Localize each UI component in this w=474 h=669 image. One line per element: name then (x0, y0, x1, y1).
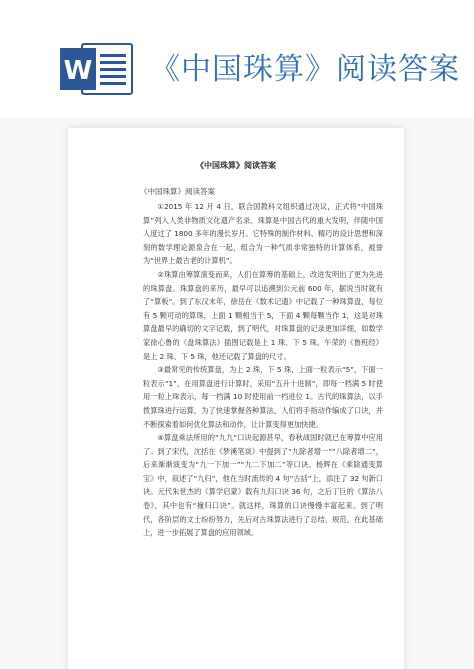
header-banner (0, 0, 474, 118)
document-title: 《中国珠算》阅读答案 (196, 161, 276, 170)
paragraph-4: ④算盘乘法所用的“九九”口诀起源甚早，春秋战国时就已在筹算中应用了。到了宋代，沈括在《梦溪笔谈》中提到了“九除者增一”“八除者增二”，后来渐渐演变为“九一下加一”“九二下加二”等口诀。杨辉在《乘除通变算宝》中，叙述了“九归”，他在当时流传的 4 句“古括”上，添注了 32 句新口诀。元代朱世杰的《算学启蒙》载有九归口诀 36 句，之后丁巨的《算法八卷》，其中也有“撞归口诀”。就这样，珠算的口诀慢慢丰富起来。到了明代，各阶层的文士纷纷努力，先后对古珠算法进行了总结、规范，在此基础上，进一步拓展了算盘的应用领域。 (143, 433, 383, 538)
page-title: 《中国珠算》阅读答案 (150, 52, 460, 87)
word-icon-letter: W (63, 56, 93, 86)
paragraph-1: ①2015 年 12 月 4 日，联合国教科文组织通过决议，正式将“中国珠算”列入人类非物质文化遗产名录。珠算是中国古代的重大发明，伴随中国人度过了 1800 多年的漫长岁月。它特殊的制作材料、精巧的设计思想和深刻的数学理论源泉合在一起，组合为一种气质非常独特的计算体系，被誉为“世界上最古老的计算机”。 (143, 202, 383, 266)
word-document-icon (60, 42, 134, 96)
document-page (68, 128, 404, 669)
paragraph-3: ③最常见的传统算盘，为上 2 珠，下 5 珠，上面一粒表示“5”，下面一粒表示“1”，在用算盘进行计算时，采用“五升十进制”，即每一档满 5 时使用一粒上珠表示，每一档满 10 时使用前一档进位 1。古代的珠算法，以手拨算珠进行运算，为了快速掌握各种算法，人们将手指动作编成了口诀，并不断探索着如何优化算法和动作，让计算变得更加快捷。 (143, 365, 383, 429)
paragraph-2: ②珠算由筹算演变而来，人们在算筹的基础上，改进发明出了更为先进的珠算盘。珠算盘的来历，最早可以追溯到公元前 600 年，据说当时就有了“算板”。到了东汉末年，徐岳在《数术记遗》中记载了一种珠算盘，每位有 5 颗可动的算珠，上面 1 颗相当于 5，下面 4 颗每颗当作 1，这是对珠算盘最早的确切的文字记载，到了明代，对珠算盘的记录更加详细，如数学家徐心鲁的《盘珠算法》插图记载是上 1 珠、下 5 珠。午荣的《鲁班经》是上 2 珠、下 5 珠，他还记载了算盘的尺寸。 (143, 269, 383, 361)
document-body (143, 200, 383, 540)
document-subtitle: 《中国珠算》阅读答案 (140, 187, 215, 196)
